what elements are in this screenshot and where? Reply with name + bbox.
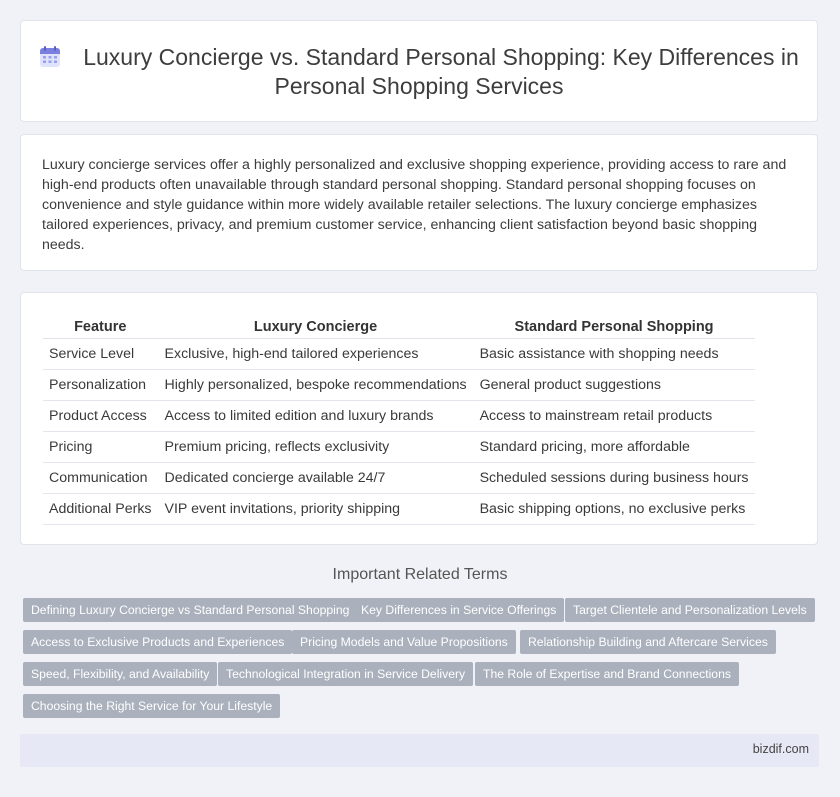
cell-feature: Service Level (43, 339, 158, 370)
header-standard-personal-shopping: Standard Personal Shopping (473, 315, 754, 339)
tag-link[interactable]: Technological Integration in Service Delivery (218, 662, 473, 686)
cell-feature: Product Access (43, 401, 158, 432)
tag-link[interactable]: Defining Luxury Concierge vs Standard Personal Shopping (23, 598, 357, 622)
cell-feature: Pricing (43, 432, 158, 463)
tag-link[interactable]: The Role of Expertise and Brand Connections (475, 662, 739, 686)
tag-link[interactable]: Key Differences in Service Offerings (353, 598, 564, 622)
cell-standard: Basic shipping options, no exclusive perks (473, 494, 754, 525)
tag-link[interactable]: Target Clientele and Personalization Levels (565, 598, 815, 622)
calendar-icon (39, 46, 61, 68)
table-header-row (43, 315, 755, 339)
intro-paragraph: Luxury concierge services offer a highly personalized and exclusive shopping experience, providing access to rare and high-end products often unavailable through standard personal shopping. Standard personal shopping focuses on convenience and style guidance within more widely available retailer selections. The luxury concierge emphasizes tailored experiences, privacy, and premium customer service, enhancing client satisfaction beyond basic shopping needs. (42, 157, 787, 253)
cell-feature: Communication (43, 463, 158, 494)
related-terms-heading: Important Related Terms (332, 566, 508, 583)
comparison-table (43, 315, 755, 525)
tag-link[interactable]: Pricing Models and Value Propositions (292, 630, 516, 654)
table-row (43, 494, 755, 525)
cell-feature: Additional Perks (43, 494, 158, 525)
cell-luxury: Exclusive, high-end tailored experiences (158, 339, 473, 370)
title-wrap (21, 43, 817, 101)
table-row (43, 463, 755, 494)
cell-luxury: Premium pricing, reflects exclusivity (158, 432, 473, 463)
cell-luxury: VIP event invitations, priority shipping (158, 494, 473, 525)
tag-link[interactable]: Relationship Building and Aftercare Services (520, 630, 776, 654)
intro-card (20, 134, 818, 271)
header-luxury-concierge: Luxury Concierge (158, 315, 473, 339)
cell-standard: Access to mainstream retail products (473, 401, 754, 432)
title-card (20, 20, 818, 122)
cell-standard: Basic assistance with shopping needs (473, 339, 754, 370)
page-title (21, 43, 817, 101)
tag-link[interactable]: Choosing the Right Service for Your Lifestyle (23, 694, 280, 718)
table-row (43, 401, 755, 432)
header-feature: Feature (43, 315, 158, 339)
cell-luxury: Dedicated concierge available 24/7 (158, 463, 473, 494)
footer (20, 734, 819, 767)
cell-luxury: Access to limited edition and luxury brands (158, 401, 473, 432)
comparison-card (20, 292, 818, 545)
tag-link[interactable]: Speed, Flexibility, and Availability (23, 662, 217, 686)
cell-standard: General product suggestions (473, 370, 754, 401)
table-row (43, 370, 755, 401)
cell-standard: Standard pricing, more affordable (473, 432, 754, 463)
page-title-text: Luxury Concierge vs. Standard Personal Shopping: Key Differences in Personal Shopping Services (83, 44, 799, 99)
cell-luxury: Highly personalized, bespoke recommendations (158, 370, 473, 401)
cell-feature: Personalization (43, 370, 158, 401)
table-row (43, 339, 755, 370)
tag-link[interactable]: Access to Exclusive Products and Experiences (23, 630, 292, 654)
table-row (43, 432, 755, 463)
cell-standard: Scheduled sessions during business hours (473, 463, 754, 494)
footer-brand[interactable]: bizdif.com (752, 742, 809, 756)
